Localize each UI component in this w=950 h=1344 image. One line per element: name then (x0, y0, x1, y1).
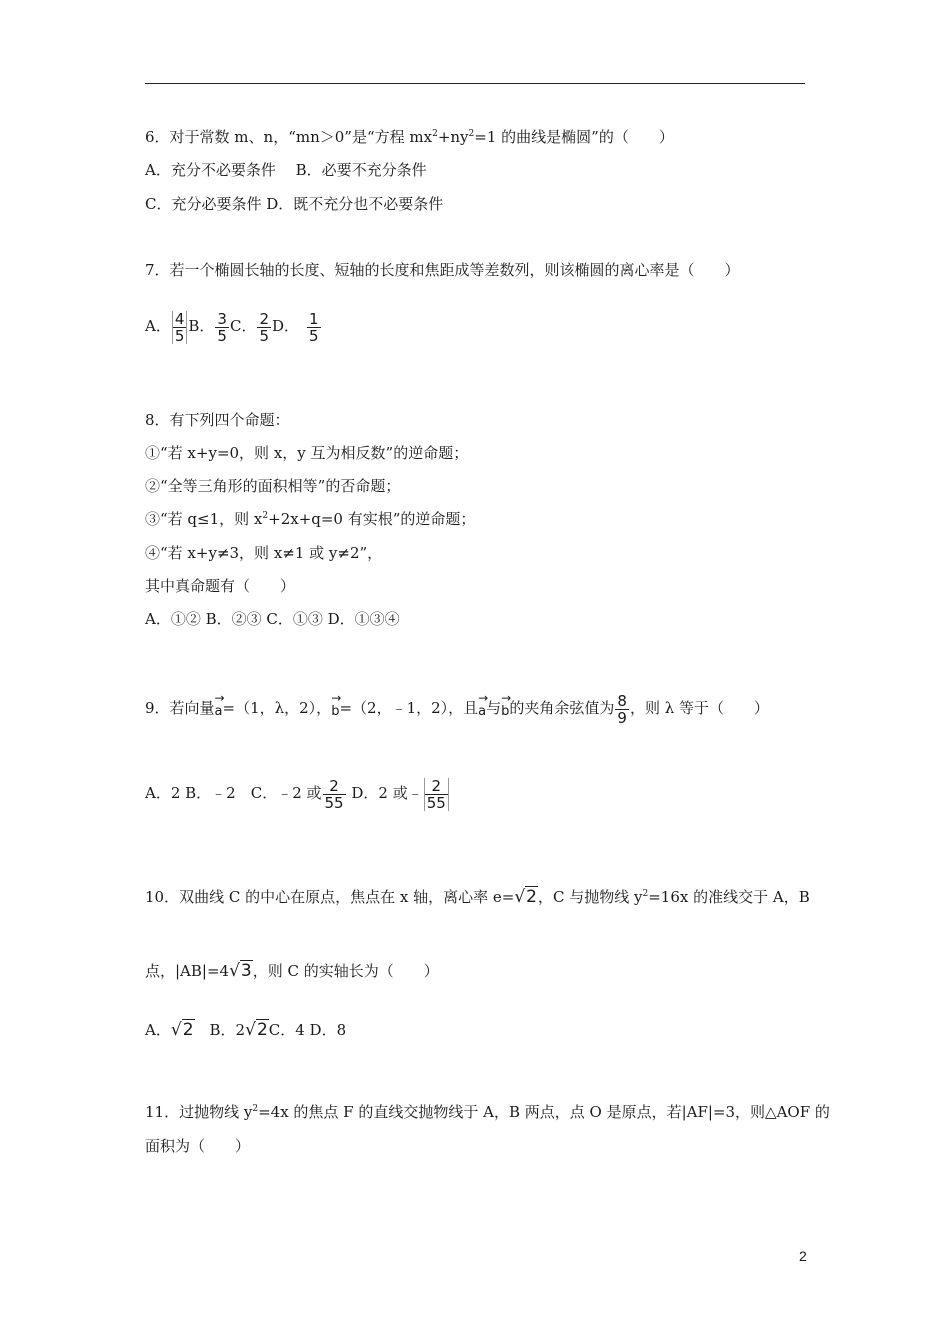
page-number: 2 (799, 1248, 807, 1264)
q7-frac-a: $\frac{4}{5}$ (172, 311, 188, 344)
vector-a: → a (478, 697, 486, 719)
q9-stem: 9．若向量→ a=（1，λ，2），→ b=（2，﹣1，2），且→ a与→ b的夹角余弦值为 $\frac{8}{9}$ ，则 λ 等于（ ） (145, 688, 769, 728)
q6-options-ab: A．充分不必要条件 B．必要不充分条件 (145, 161, 427, 179)
q9-frac-c: $\frac{2}{55}$ (324, 776, 344, 812)
q11-stem-1: 11．过抛物线 $y^2=4x$ 的焦点 F 的直线交抛物线于 A，B 两点，点 O 是原点，若|AF|=3，则△AOF 的 (145, 1103, 830, 1121)
q7-frac-d: $\frac{1}{5}$ (309, 309, 319, 345)
q8-proposition-1: ①“若 x+y=0，则 x，y 互为相反数”的逆命题； (145, 444, 469, 462)
q6-stem: 6．对于常数 m、n，“mn＞0”是“方程 $mx^2+ny^2=1$ 的曲线是椭圆”的（ ） (145, 128, 674, 146)
q8-proposition-2: ②“全等三角形的面积相等”的否命题； (145, 477, 401, 495)
vector-b: → b (331, 697, 339, 719)
q7-stem: 7．若一个椭圆长轴的长度、短轴的长度和焦距成等差数列，则该椭圆的离心率是（ ） (145, 261, 740, 279)
q10-stem-2: 点，|AB|=4√3，则 C 的实轴长为（ ） (145, 961, 439, 981)
q8-options: A．①② B．②③ C．①③ D．①③④ (145, 610, 400, 628)
q7-frac-b: $\frac{3}{5}$ (217, 309, 227, 345)
sqrt-2: √2 (170, 1020, 194, 1040)
q8-proposition-4: ④“若 x+y≠3，则 x≠1 或 y≠2”， (145, 544, 383, 562)
q10-stem-1: 10．双曲线 C 的中心在原点，焦点在 x 轴，离心率 e=√2，C 与抛物线 $y^2=16x$ 的准线交于 A，B (145, 887, 810, 907)
sqrt-3: √3 (229, 961, 252, 981)
q8-stem: 8．有下列四个命题： (145, 411, 290, 429)
vector-a: → a (215, 697, 223, 719)
header-rule (145, 83, 805, 84)
q7-frac-c: $\frac{2}{5}$ (259, 309, 269, 345)
q10-options: A．√2 B．2√2C．4 D．8 (145, 1020, 347, 1040)
q9-options: A．2 B．﹣2 C．﹣2 或 $\frac{2}{55}$ D．2 或﹣ $\frac{2}{55}$ (145, 773, 450, 813)
q9-frac-d: $\frac{2}{55}$ (424, 778, 449, 811)
q7-options: A． $\frac{4}{5}$ B． $\frac{3}{5}$ C． $\frac{2}{5}$ D． $\frac{1}{5}$ (145, 309, 319, 345)
q8-ask: 其中真命题有（ ） (145, 577, 296, 595)
vector-b: → b (501, 697, 509, 719)
q11-stem-2: 面积为（ ） (145, 1137, 251, 1155)
q9-cosine-frac: $\frac{8}{9}$ (617, 691, 627, 727)
q8-proposition-3: ③“若 q≤1，则 $x^2+2x+q=0$ 有实根”的逆命题； (145, 510, 476, 528)
sqrt-2: √2 (514, 887, 537, 907)
sqrt-2: √2 (245, 1020, 268, 1040)
q6-options-cd: C．充分必要条件 D．既不充分也不必要条件 (145, 195, 444, 213)
